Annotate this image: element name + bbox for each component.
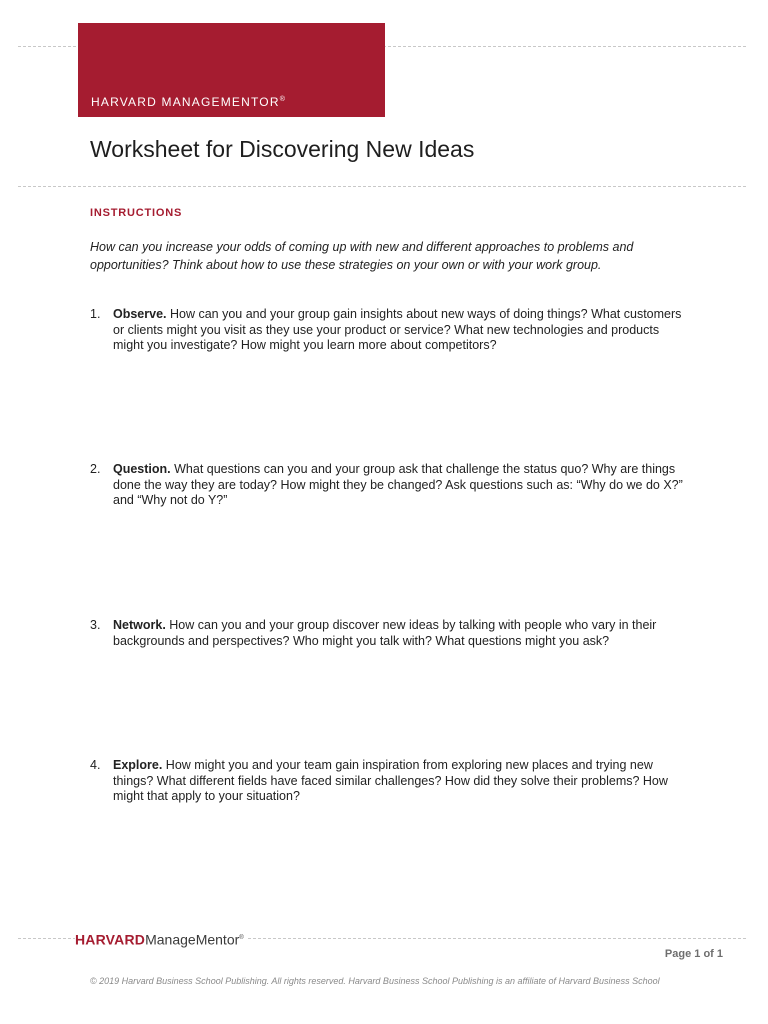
item-body: What questions can you and your group ask that challenge the status quo? Why are things done the way they are today? How might they be changed? Ask questions such as: “Why do we do X?” and “Why not do Y?” [113,462,683,507]
item-text [113,758,693,805]
footer-logo-harvard: HARVARD [75,931,146,948]
item-term: Network. [113,618,166,632]
title-divider [18,186,746,187]
page-number: Page 1 of 1 [664,948,723,960]
item-number: 3. [90,618,101,632]
item-number: 4. [90,758,101,772]
footer-logo-managementor: ManageMentor [145,931,240,948]
item-text [113,462,693,509]
banner-logo-name: HARVARD MANAGEMENTOR [91,95,280,109]
item-text [113,307,693,354]
item-term: Explore. [113,758,163,772]
page-title: Worksheet for Discovering New Ideas [90,136,475,162]
brand-banner [78,23,385,117]
instructions-heading: INSTRUCTIONS [90,207,183,219]
item-term: Question. [113,462,171,476]
banner-logo-text [91,95,285,109]
item-body: How can you and your group gain insights about new ways of doing things? What customers or clients might you visit as they use your product or service? What new technologies and products might you investigate? How might you learn more about competitors? [113,307,682,352]
item-text [113,618,693,649]
footer-logo [75,929,248,949]
item-body: How can you and your group discover new ideas by talking with people who vary in their backgrounds and perspectives? Who might you talk with? What questions might you ask? [113,618,657,648]
copyright-notice: © 2019 Harvard Business School Publishing. All rights reserved. Harvard Business School Publishing is an affiliate of Harvard Business School [90,976,660,986]
footer-logo-trademark: ® [239,935,244,941]
item-number: 1. [90,307,101,321]
instructions-intro: How can you increase your odds of coming up with new and different approaches to problems and opportunities? Think about how to use these strategies on your own or with your work group. [90,240,634,272]
item-body: How might you and your team gain inspiration from exploring new places and trying new things? What different fields have faced similar challenges? How did they solve their problems? How might that apply to your situation? [113,758,668,803]
item-term: Observe. [113,307,167,321]
banner-trademark: ® [279,96,285,103]
item-number: 2. [90,462,101,476]
